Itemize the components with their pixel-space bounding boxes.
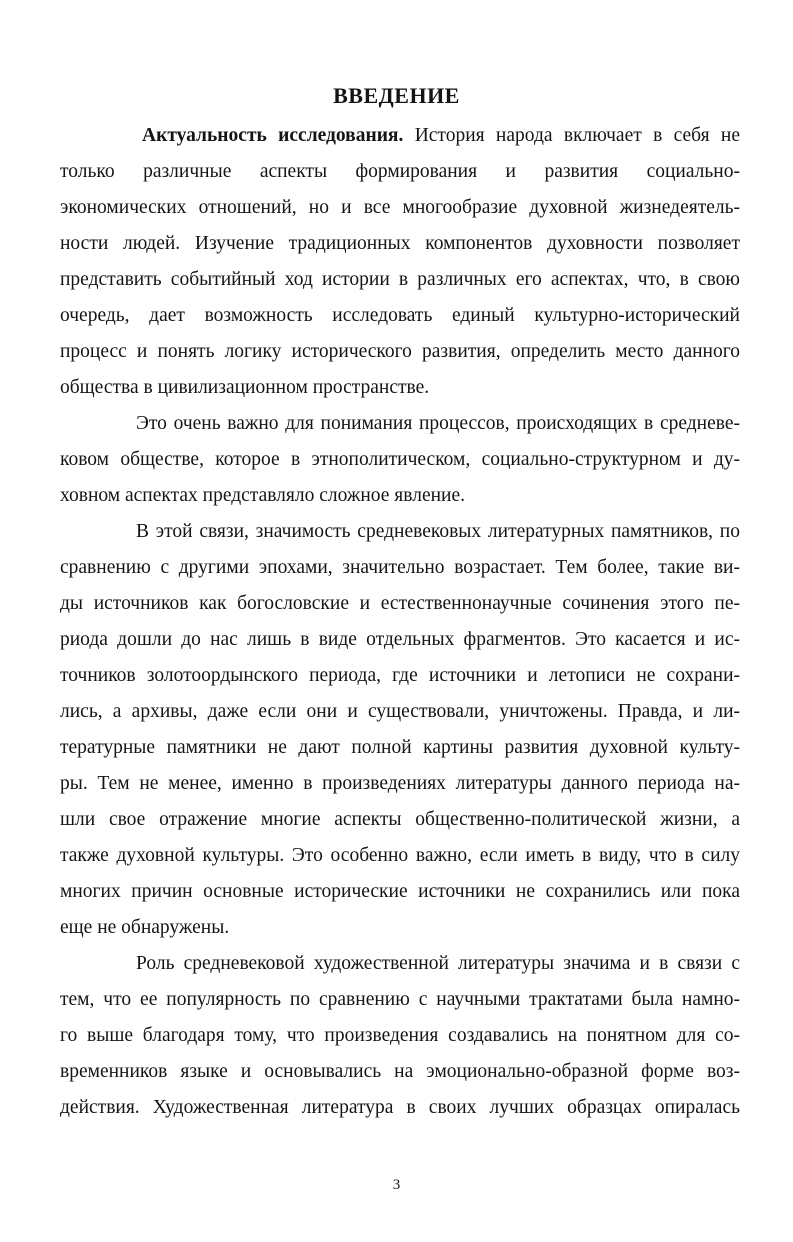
text-line: тературные памятники не дают полной картины развития духовной культу- xyxy=(60,737,740,758)
text-line-fragment: История народа включает в себя не xyxy=(403,125,740,146)
text-line: точников золотоордынского периода, где источники и летописи не сохрани- xyxy=(60,665,740,686)
text-line: шли свое отражение многие аспекты общественно-политической жизни, а xyxy=(60,809,740,830)
text-line: В этой связи, значимость средневековых литературных памятников, по xyxy=(136,521,740,542)
text-line: ды источников как богословские и естественнонаучные сочинения этого пе- xyxy=(60,593,740,614)
text-line: только различные аспекты формирования и развития социально- xyxy=(60,161,740,182)
text-line: временников языке и основывались на эмоционально-образной форме воз- xyxy=(60,1061,740,1082)
text-line: го выше благодаря тому, что произведения создавались на понятном для со- xyxy=(60,1025,740,1046)
text-line: ковом обществе, которое в этнополитическом, социально-структурном и ду- xyxy=(60,449,740,470)
text-line: Это очень важно для понимания процессов, происходящих в средневе- xyxy=(136,413,740,434)
text-line: общества в цивилизационном пространстве. xyxy=(60,377,430,398)
lead-in-heading: Актуальность исследования. xyxy=(142,125,404,146)
text-line: риода дошли до нас лишь в виде отдельных фрагментов. Это касается и ис- xyxy=(60,629,740,650)
page-number: 3 xyxy=(392,1177,401,1193)
text-line: многих причин основные исторические источники не сохранились или пока xyxy=(60,881,740,902)
text-line: ховном аспектах представляло сложное явление. xyxy=(60,485,466,506)
text-line: еще не обнаружены. xyxy=(60,917,230,938)
text-line: очередь, дает возможность исследовать единый культурно-исторический xyxy=(60,305,740,326)
text-line: действия. Художественная литература в своих лучших образцах опиралась xyxy=(60,1097,740,1118)
text-line: сравнению с другими эпохами, значительно возрастает. Тем более, такие ви- xyxy=(60,557,740,578)
text-line: экономических отношений, но и все многообразие духовной жизнедеятель- xyxy=(60,197,740,218)
text-line: Роль средневековой художественной литературы значима и в связи с xyxy=(136,953,740,974)
text-line: представить событийный ход истории в различных его аспектах, что, в свою xyxy=(60,269,740,290)
text-line: тем, что ее популярность по сравнению с научными трактатами была намно- xyxy=(60,989,740,1010)
text-line: также духовной культуры. Это особенно важно, если иметь в виду, что в силу xyxy=(60,845,740,866)
text-line xyxy=(60,118,740,154)
text-line: ности людей. Изучение традиционных компонентов духовности позволяет xyxy=(60,233,740,254)
text-line: процесс и понять логику исторического развития, определить место данного xyxy=(60,341,740,362)
text-line: лись, а архивы, даже если они и существовали, уничтожены. Правда, и ли- xyxy=(60,701,740,722)
text-line: ры. Тем не менее, именно в произведениях литературы данного периода на- xyxy=(60,773,740,794)
page-title: ВВЕДЕНИЕ xyxy=(333,83,460,108)
